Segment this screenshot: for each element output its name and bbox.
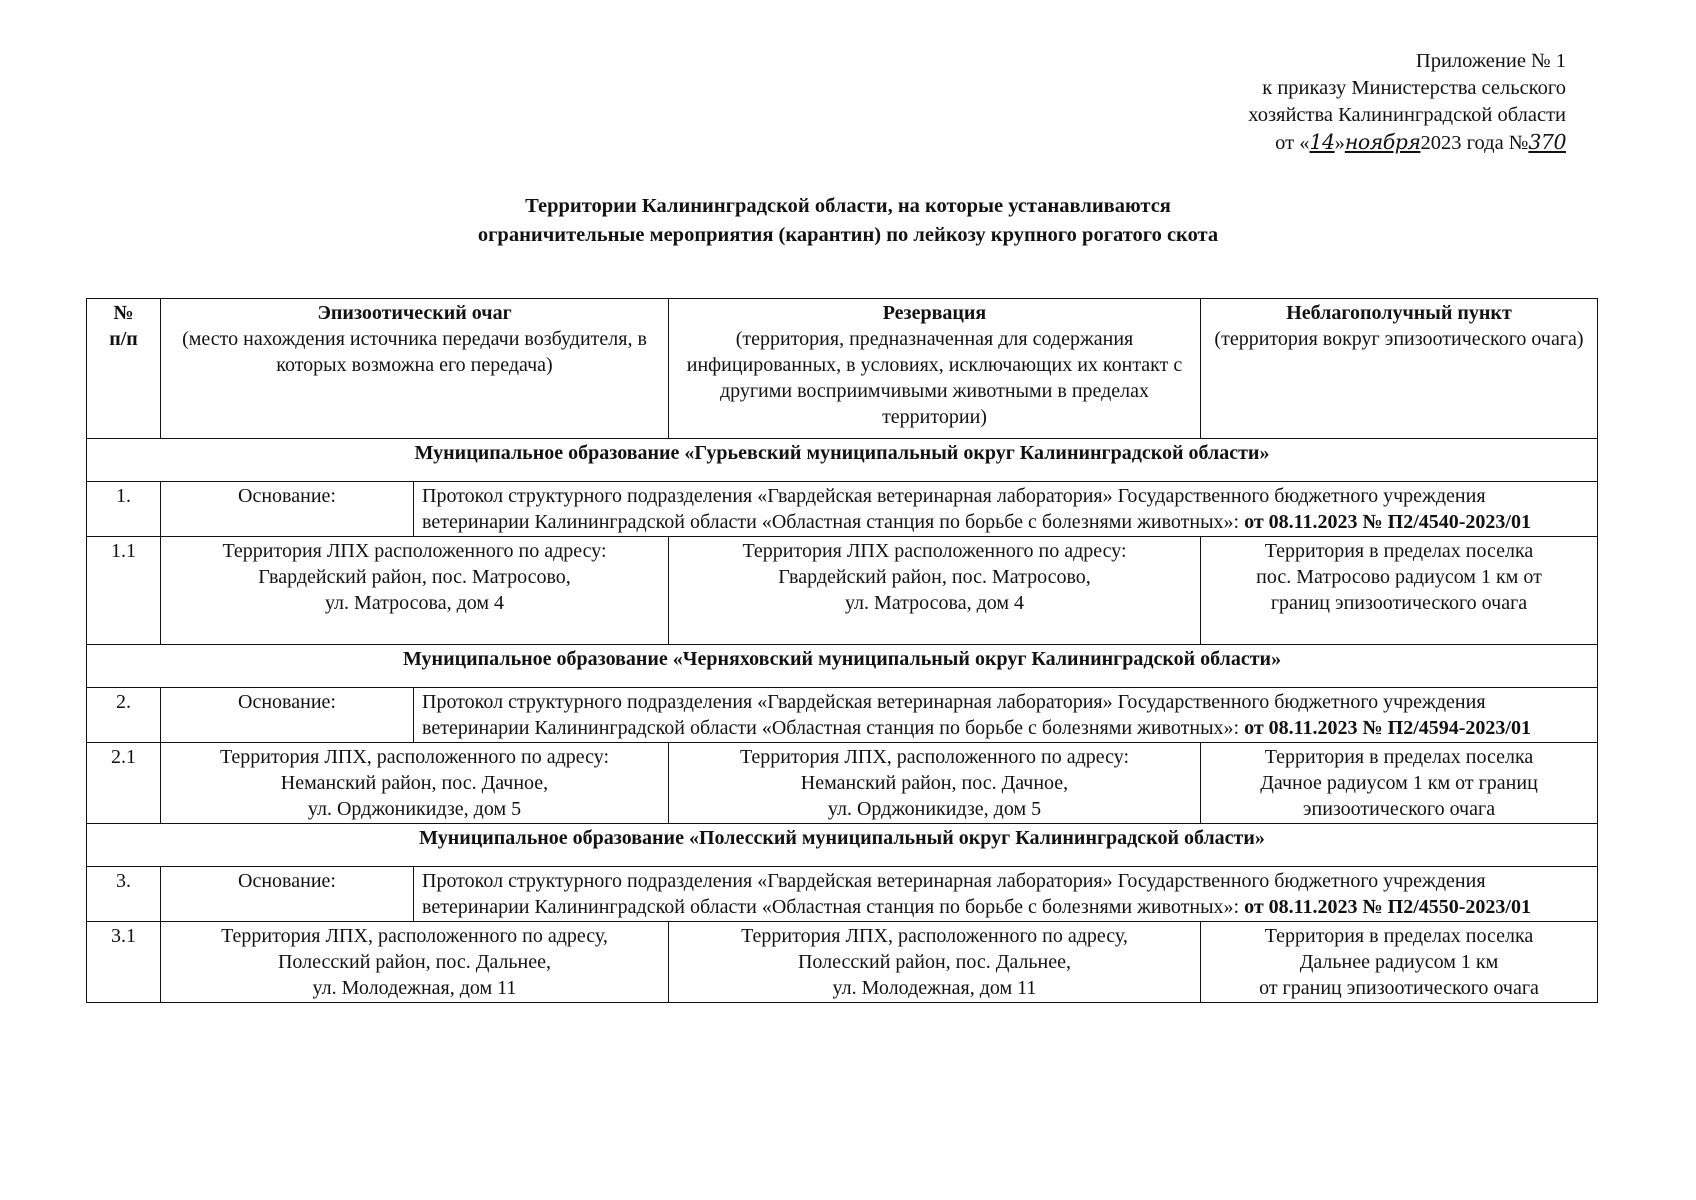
- basis-text: Протокол структурного подразделения «Гвардейская ветеринарная лаборатория» Государственного бюджетного учреждения ветеринарии Калининградской области «Областная станция по борьбе с болезнями животных»: от 08.11.2023 № П2/4594-2023/01: [414, 688, 1598, 743]
- entry-row: [87, 537, 1598, 645]
- entry-point: Территория в пределах поселка Дальнее радиусом 1 км от границ эпизоотического очага: [1201, 922, 1598, 1003]
- header-reserve: Резервация (территория, предназначенная для содержания инфицированных, в условиях, исключающих их контакт с другими восприимчивыми животными в пределах территории): [669, 299, 1201, 439]
- basis-num: 1.: [87, 482, 161, 537]
- header-focus: Эпизоотический очаг (место нахождения источника передачи возбудителя, в которых возможна его передача): [161, 299, 669, 439]
- basis-row: [87, 482, 1598, 537]
- date-month-handwritten: ноября: [1344, 130, 1421, 154]
- section-row: [87, 439, 1598, 482]
- date-prefix: от «: [1275, 132, 1310, 154]
- entry-row: [87, 743, 1598, 824]
- basis-ref: от 08.11.2023 № П2/4550-2023/01: [1244, 896, 1531, 918]
- header-num: № п/п: [87, 299, 161, 439]
- date-year: 2023 года №: [1420, 132, 1529, 154]
- basis-text: Протокол структурного подразделения «Гвардейская ветеринарная лаборатория» Государственного бюджетного учреждения ветеринарии Калининградской области «Областная станция по борьбе с болезнями животных»: от 08.11.2023 № П2/4540-2023/01: [414, 482, 1598, 537]
- annex-date-line: [1248, 129, 1566, 157]
- basis-num: 3.: [87, 867, 161, 922]
- entry-num: 1.1: [87, 537, 161, 645]
- header-point: Неблагополучный пункт (территория вокруг эпизоотического очага): [1201, 299, 1598, 439]
- date-mid: »: [1334, 132, 1345, 154]
- title-line-1: Территории Калининградской области, на которые устанавливаются: [525, 195, 1171, 217]
- entry-focus: Территория ЛПХ, расположенного по адресу: Неманский район, пос. Дачное, ул. Орджоникидзе, дом 5: [161, 743, 669, 824]
- section-row: [87, 824, 1598, 867]
- entry-reserve: Территория ЛПХ, расположенного по адресу: Неманский район, пос. Дачное, ул. Орджоникидзе, дом 5: [669, 743, 1201, 824]
- basis-label: Основание:: [161, 867, 414, 922]
- annex-title: Приложение № 1: [1415, 50, 1566, 72]
- date-day-handwritten: 14: [1309, 130, 1335, 154]
- annex-ministry: хозяйства Калининградской области: [1248, 104, 1566, 126]
- quarantine-table: [86, 298, 1598, 1003]
- basis-label: Основание:: [161, 688, 414, 743]
- table-header-row: [87, 299, 1598, 439]
- order-number-handwritten: 370: [1528, 130, 1566, 154]
- basis-row: [87, 867, 1598, 922]
- section-row: [87, 645, 1598, 688]
- basis-label: Основание:: [161, 482, 414, 537]
- title-line-2: ограничительные мероприятия (карантин) по лейкозу крупного рогатого скота: [477, 224, 1219, 246]
- entry-row: [87, 922, 1598, 1003]
- section-title: Муниципальное образование «Гурьевский муниципальный округ Калининградской области»: [87, 439, 1598, 482]
- basis-text: Протокол структурного подразделения «Гвардейская ветеринарная лаборатория» Государственного бюджетного учреждения ветеринарии Калининградской области «Областная станция по борьбе с болезнями животных»: от 08.11.2023 № П2/4550-2023/01: [414, 867, 1598, 922]
- entry-num: 2.1: [87, 743, 161, 824]
- basis-ref: от 08.11.2023 № П2/4540-2023/01: [1244, 511, 1531, 533]
- basis-ref: от 08.11.2023 № П2/4594-2023/01: [1244, 717, 1531, 739]
- entry-reserve: Территория ЛПХ, расположенного по адресу, Полесский район, пос. Дальнее, ул. Молодежная, дом 11: [669, 922, 1201, 1003]
- section-title: Муниципальное образование «Полесский муниципальный округ Калининградской области»: [87, 824, 1598, 867]
- entry-reserve: Территория ЛПХ расположенного по адресу: Гвардейский район, пос. Матросово, ул. Матросова, дом 4: [669, 537, 1201, 645]
- entry-focus: Территория ЛПХ, расположенного по адресу, Полесский район, пос. Дальнее, ул. Молодежная, дом 11: [161, 922, 669, 1003]
- basis-row: [87, 688, 1598, 743]
- basis-num: 2.: [87, 688, 161, 743]
- annex-header: [1248, 48, 1566, 157]
- document-title: [0, 192, 1696, 250]
- section-title: Муниципальное образование «Черняховский муниципальный округ Калининградской области»: [87, 645, 1598, 688]
- entry-point: Территория в пределах поселка Дачное радиусом 1 км от границ эпизоотического очага: [1201, 743, 1598, 824]
- entry-num: 3.1: [87, 922, 161, 1003]
- annex-order-ref: к приказу Министерства сельского: [1262, 77, 1566, 99]
- entry-focus: Территория ЛПХ расположенного по адресу: Гвардейский район, пос. Матросово, ул. Матросова, дом 4: [161, 537, 669, 645]
- entry-point: Территория в пределах поселка пос. Матросово радиусом 1 км от границ эпизоотического очага: [1201, 537, 1598, 645]
